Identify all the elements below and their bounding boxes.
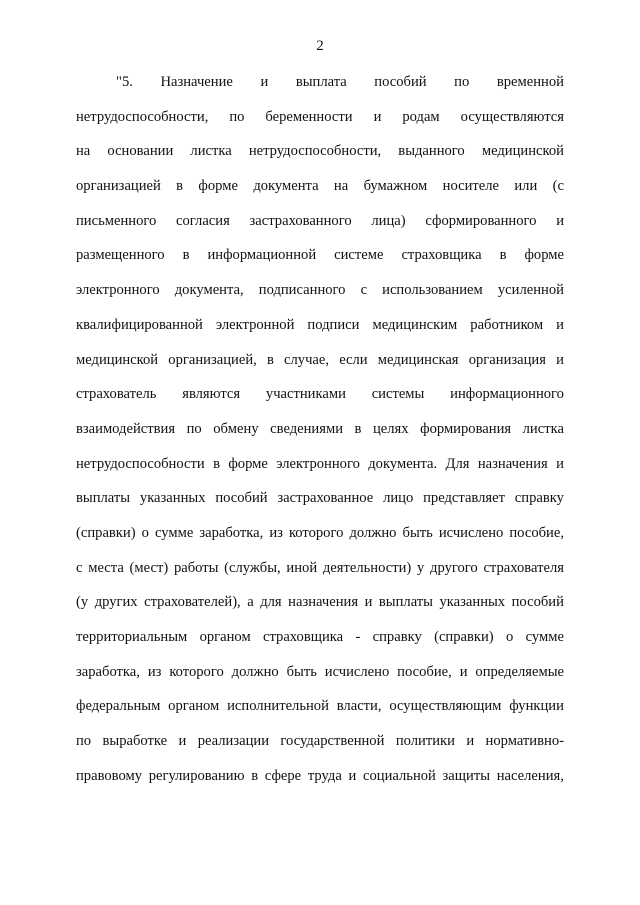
word: и xyxy=(459,663,468,680)
word: в xyxy=(266,351,274,368)
word: быть xyxy=(286,663,317,680)
text-line xyxy=(76,454,564,489)
word: защиты xyxy=(442,767,491,784)
word: носителе xyxy=(442,178,500,195)
word: справку xyxy=(372,629,422,645)
word: организацией xyxy=(76,178,161,195)
word: и xyxy=(556,212,564,229)
word: в xyxy=(176,178,184,195)
word: регулированию xyxy=(148,767,245,784)
word: - xyxy=(355,629,361,645)
word: органом xyxy=(168,698,220,715)
word: о xyxy=(505,629,514,645)
word: застрахованное xyxy=(277,490,374,507)
word: выплаты xyxy=(378,594,433,611)
text-line xyxy=(76,766,564,801)
word: осуществляются xyxy=(460,108,564,125)
word: (у xyxy=(76,594,89,611)
word: реализации xyxy=(197,733,270,750)
word: выданного xyxy=(398,143,465,160)
text-line xyxy=(76,731,564,766)
word: быть xyxy=(402,524,433,541)
word: родам xyxy=(402,108,440,125)
word: медицинской xyxy=(76,351,159,368)
word: документа. xyxy=(368,455,438,472)
word: органом xyxy=(199,629,251,645)
word: Назначение xyxy=(160,74,233,90)
word: выработке xyxy=(102,733,168,750)
word: в xyxy=(499,247,507,264)
word: деятельности) xyxy=(322,559,412,576)
text-line xyxy=(76,592,564,627)
word: и xyxy=(466,733,475,750)
word: определяемые xyxy=(475,663,564,680)
text-line xyxy=(76,558,564,593)
word: и xyxy=(556,455,564,472)
word: федеральным xyxy=(76,698,161,715)
word: (справки) xyxy=(76,524,136,541)
word: временной xyxy=(496,74,564,90)
word: информационной xyxy=(207,247,317,264)
word: страховщика xyxy=(401,247,482,264)
word: сумме xyxy=(525,629,564,645)
word: заработка, xyxy=(199,524,264,541)
word: исчислено xyxy=(324,663,390,680)
word: и xyxy=(364,594,373,611)
word: по xyxy=(186,420,202,437)
word: нетрудоспособности, xyxy=(248,143,382,160)
word: для xyxy=(260,594,282,611)
word: в xyxy=(182,247,190,264)
word: пособие, xyxy=(509,524,564,541)
word: целях xyxy=(372,420,409,437)
word: исполнительной xyxy=(227,698,329,715)
word: беременности xyxy=(265,108,353,125)
word: лица) xyxy=(371,212,406,229)
word: страхователь xyxy=(76,386,157,403)
text-line xyxy=(76,211,564,246)
word: являются xyxy=(182,386,241,403)
word: системе xyxy=(334,247,384,264)
word: у xyxy=(417,559,425,576)
word: функции xyxy=(509,698,564,715)
word: выплаты xyxy=(76,490,131,507)
word: по xyxy=(229,108,245,125)
word: системы xyxy=(371,386,425,403)
word: с xyxy=(76,559,83,576)
word: труда xyxy=(307,767,342,784)
word: (мест) xyxy=(129,559,169,576)
word: основании xyxy=(107,143,174,160)
text-line xyxy=(76,107,564,142)
word: иной xyxy=(286,559,318,576)
word: формирования xyxy=(420,420,512,437)
word: назначения xyxy=(477,455,548,472)
word: форме xyxy=(524,247,564,264)
text-line xyxy=(76,627,564,662)
word: застрахованного xyxy=(249,212,352,229)
word: Для xyxy=(445,455,470,472)
text-line xyxy=(76,419,564,454)
text-line xyxy=(76,523,564,558)
text-line xyxy=(76,350,564,385)
word: сфере xyxy=(264,767,302,784)
word: пособий xyxy=(215,490,268,507)
word: представляет xyxy=(423,490,505,507)
word: нормативно- xyxy=(485,733,564,750)
word: осуществляющим xyxy=(389,698,502,715)
word: сведениями xyxy=(270,420,344,437)
word: сформированного xyxy=(425,212,537,229)
page-number: 2 xyxy=(316,38,324,54)
word: нетрудоспособности xyxy=(76,455,205,472)
word: и xyxy=(556,351,564,368)
word: информационного xyxy=(450,386,564,403)
word: другого xyxy=(430,559,478,576)
word: документа xyxy=(253,178,319,195)
word: согласия xyxy=(176,212,230,229)
word: и xyxy=(373,108,382,125)
word: в xyxy=(251,767,259,784)
word: работы xyxy=(173,559,219,576)
word: и xyxy=(348,767,357,784)
word: по xyxy=(454,74,470,90)
text-line xyxy=(76,662,564,697)
word: территориальным xyxy=(76,629,188,645)
word: медицинская xyxy=(377,351,459,368)
word: которого xyxy=(288,524,344,541)
word: назначения xyxy=(288,594,359,611)
word: из xyxy=(269,524,283,541)
word: которого xyxy=(169,663,224,680)
word: организация xyxy=(468,351,546,368)
text-line xyxy=(76,280,564,315)
word: места xyxy=(88,559,124,576)
word: о xyxy=(141,524,149,541)
word: и xyxy=(556,316,564,333)
word: правовому xyxy=(76,767,143,784)
word: подписи xyxy=(307,316,360,333)
word: размещенного xyxy=(76,247,165,264)
word: пособие, xyxy=(397,663,452,680)
word: взаимодействия xyxy=(76,420,176,437)
word: должно xyxy=(231,663,279,680)
word: электронного xyxy=(276,455,360,472)
word: заработка, xyxy=(76,663,140,680)
word: страховщика xyxy=(263,629,344,645)
word: участниками xyxy=(265,386,346,403)
word: сумме xyxy=(154,524,194,541)
word: (справки) xyxy=(434,629,494,645)
word: нетрудоспособности, xyxy=(76,108,209,125)
word: организацией, xyxy=(168,351,257,368)
text-line xyxy=(76,488,564,523)
word: пособий xyxy=(511,594,564,611)
word: а xyxy=(247,594,254,611)
word: пособий xyxy=(374,74,427,90)
word: электронного xyxy=(76,282,160,299)
word: на xyxy=(76,143,91,160)
word: обмену xyxy=(213,420,259,437)
word: листка xyxy=(522,420,564,437)
word: бумажном xyxy=(363,178,428,195)
word: "5. xyxy=(116,74,133,90)
word: должно xyxy=(349,524,397,541)
word: электронной xyxy=(215,316,295,333)
body-paragraph xyxy=(76,72,564,800)
word: из xyxy=(147,663,162,680)
word: случае, xyxy=(284,351,330,368)
word: (службы, xyxy=(224,559,281,576)
word: других xyxy=(94,594,138,611)
word: справку xyxy=(514,490,564,507)
word: и xyxy=(178,733,187,750)
word: письменного xyxy=(76,212,157,229)
word: документа, xyxy=(174,282,244,299)
text-line xyxy=(76,245,564,280)
word: работником xyxy=(470,316,544,333)
word: с xyxy=(360,282,368,299)
word: указанных xyxy=(139,490,206,507)
word: выплата xyxy=(295,74,347,90)
word: или xyxy=(514,178,538,195)
word: населения, xyxy=(496,767,564,784)
word: в xyxy=(354,420,362,437)
word: усиленной xyxy=(497,282,564,299)
word: исчислено xyxy=(438,524,504,541)
word: страхователей), xyxy=(144,594,241,611)
word: (с xyxy=(552,178,564,195)
word: в xyxy=(213,455,220,472)
word: политики xyxy=(395,733,455,750)
word: на xyxy=(333,178,349,195)
text-line xyxy=(76,176,564,211)
word: медицинской xyxy=(481,143,564,160)
word: указанных xyxy=(439,594,506,611)
word: и xyxy=(260,74,269,90)
word: форме xyxy=(198,178,238,195)
word: листка xyxy=(190,143,232,160)
word: власти, xyxy=(336,698,382,715)
word: государственной xyxy=(280,733,385,750)
word: использованием xyxy=(382,282,483,299)
word: социальной xyxy=(363,767,436,784)
text-line xyxy=(76,141,564,176)
word: если xyxy=(339,351,368,368)
text-line xyxy=(76,72,564,107)
word: форме xyxy=(228,455,268,472)
word: квалифицированной xyxy=(76,316,203,333)
word: медицинским xyxy=(372,316,458,333)
word: страхователя xyxy=(483,559,564,576)
text-line xyxy=(76,384,564,419)
word: подписанного xyxy=(258,282,346,299)
text-line xyxy=(76,315,564,350)
word: по xyxy=(76,733,92,750)
word: лицо xyxy=(383,490,414,507)
text-line xyxy=(76,696,564,731)
